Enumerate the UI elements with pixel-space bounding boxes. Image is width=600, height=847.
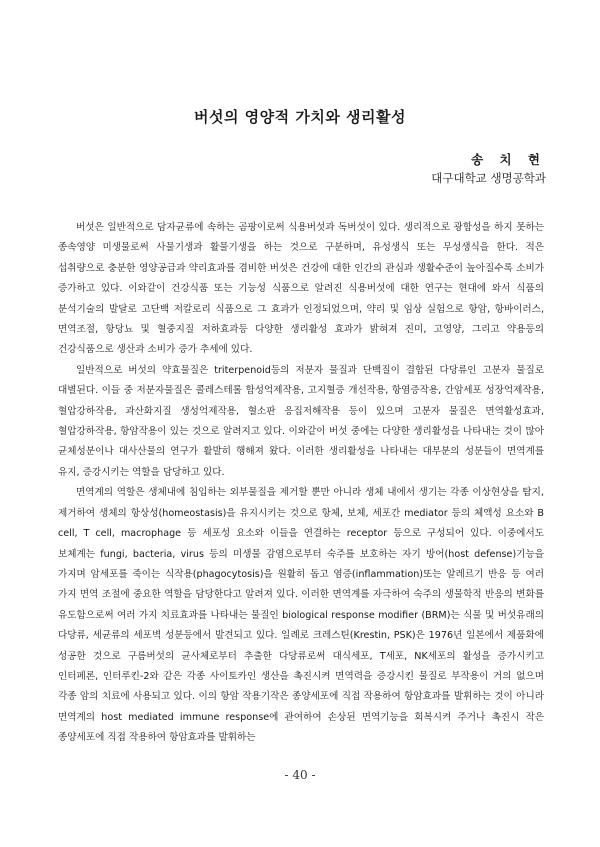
paragraph: 일반적으로 버섯의 약효물질은 triterpenoid등의 저분자 물질과 단백질이 결합된 다당류인 고분자 물질로 대별된다. 이들 중 저분자물질은 콜레스테롤 합성억제작용, 고지혈증 개선작용, 항염증작용, 간암세포 성장억제작용, 혈압강하작용, 과산화지질 생성억제작용, 혈소판 응집저해작용 등이 있으며 고분자 물질은 면역활성효과, 혈압강하작용, 항암작용이 있는 것으로 알려지고 있다. 이와같이 버섯 중에는 다양한 생리활성을 나타내는 것이 많아 균체성분이나 대사산물의 연구가 활발히 행해져 왔다. 이러한 생리활성을 나타내는 대부분의 성분들이 면역계를 유지, 증강시키는 역할을 담당하고 있다.: [58, 364, 544, 478]
author-name: 송 치 현: [471, 152, 546, 167]
paragraph: 면역계의 역할은 생체내에 침입하는 외부물질을 제거할 뿐만 아니라 생체 내에서 생기는 각종 이상현상을 탐지, 제거하여 생체의 항상성(homeostasis)을 유지시키는 것으로 항체, 보체, 세포간 mediator 등의 체액성 요소와 B cell, T cell, macrophage 등 세포성 요소와 이들을 연결하는 receptor 등으로 구성되어 있다. 이중에서도 보체계는 fungi, bacteria, virus 등의 미생물 감염으로부터 숙주를 보호하는 자기 방어(host defense)기능을 가지며 암세포를 죽이는 식작용(phagocytosis)을 원활히 돕고 염증(inflammation)또는 알레르기 반응 등 여러 가지 면역 조절에 중요한 역할을 담당한다고 알려져 있다. 이러한 면역계를 자극하여 숙주의 생물학적 반응의 변화를 유도함으로써 여러 가지 치료효과를 나타내는 물질인 biological response modifier (BRM)는 식물 및 버섯유래의 다당류, 세균류의 세포벽 성분등에서 발견되고 있다. 일례로 크레스틴(Krestin, PSK)은 1976년 일본에서 제품화에 성공한 것으로 구름버섯의 균사체로부터 추출한 다당류로써 대식세포, T세포, NK세포의 활성을 증가시키고 인터페론, 인터루킨-2와 같은 각종 사이토카인 생산을 촉진시켜 면역력을 증강시킨 물질로 부작용이 거의 없으며 각종 암의 치료에 사용되고 있다. 이의 항암 작용기작은 종양세포에 직접 작용하여 항암효과를 발휘하는 것이 아니라 면역계의 host mediated immune response에 관여하여 손상된 면역기능을 회복시켜 주거나 촉진시 작은 종양세포에 직접 작용하여 항암효과를 발휘하는: [58, 487, 544, 744]
paragraph: 버섯은 일반적으로 담자균류에 속하는 곰팡이로써 식용버섯과 독버섯이 있다. 생리적으로 광합성을 하지 못하는 종속영양 미생물로써 사물기생과 활물기생을 하는 것으로 구분하며, 유성생식 또는 무성생식을 한다. 적은 섭취량으로 충분한 영양공급과 약리효과를 겸비한 버섯은 건강에 대한 인간의 관심과 생활수준이 높아질수록 소비가 증가하고 있다. 이와같이 건강식품 또는 기능성 식품으로 알려진 식용버섯에 대한 연구는 현대에 와서 식품의 분석기술의 발달로 고단백 저칼로리 식품으로 그 효과가 인정되었으며, 약리 및 임상 실험으로 항암, 항바이러스, 면역조절, 항당뇨 및 혈중지질 저하효과등 다양한 생리활성 효과가 밝혀져 진미, 고영양, 그리고 약용등의 건강식품으로 생산과 소비가 증가 추세에 있다.: [58, 222, 544, 356]
page-number: - 40 -: [284, 768, 316, 782]
body-text: [58, 218, 544, 749]
paper-title: 버섯의 영양적 가치와 생리활성: [193, 108, 407, 126]
author-affiliation: 대구대학교 생명공학과: [431, 171, 546, 185]
